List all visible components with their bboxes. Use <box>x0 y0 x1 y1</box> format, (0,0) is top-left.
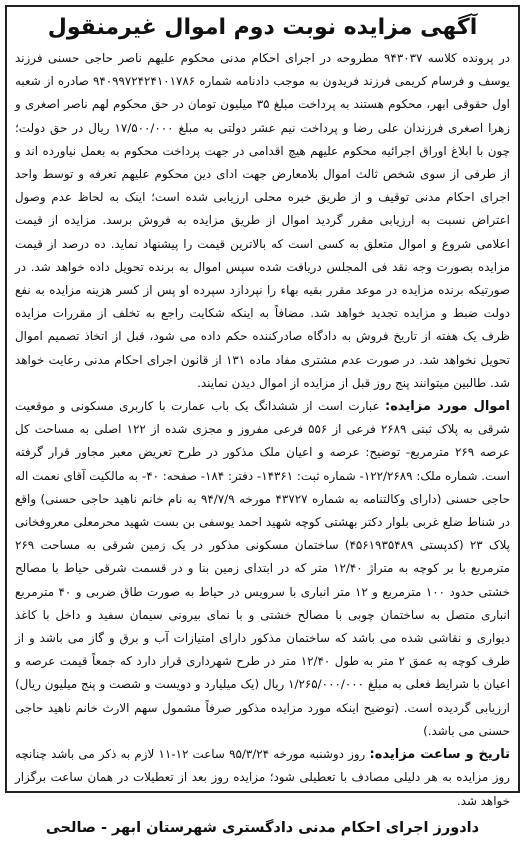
property-description: عبارت است از ششدانگ یک باب عمارت با کاربری مسکونی و موقعیت شرقی به پلاک ثبتی ۲۶۸۹ فرعی از ۵۵۶ فرعی مفروز و مجزی شده از ۱۲۲ اصلی به مساحت کل عرصه ۲۶۹ مترمربع- توضیح: عرصه و اعیان ملک مذکور در طرح تعریض معبر مجاور قرار گرفته است. شماره ملک: ۱۲۲/۲۶۸۹- شماره ثبت: ۱۴۳۶۱- دفتر: ۱۸۴- صفحه: ۴۰- به مالکیت آقای نعمت اله حاجی حسنی (دارای وکالتنامه به شماره ۴۳۷۲۷ مورخه ۹۴/۷/۹ به نام خانم ناهید حاجی حسنی) واقع در شناط ضلع غربی بلوار دکتر بهشتی کوچه شهید احمد یوسفی بن بست شهید محرمعلی معروفخانی پلاک ۲۳ (کدپستی ۴۵۶۱۹۳۵۴۸۹) ساختمان مسکونی مذکور در یک زمین شرقی به مساحت ۲۶۹ مترمربع با بر کوچه به متراژ ۱۲/۴۰ متر که در ابتدای زمین بنا و در قسمت شرقی حیاط با مصالح خشتی حدود ۱۰۰ مترمربع و ۱۲ متر انباری با سرویس در حیاط به صورت طاق ضربی و ۴۰ مترمربع انباری متصل به ساختمان چوبی با مصالح خشتی و با نمای بیرونی سیمان سفید و داخل با کاغذ دیواری و نقاشی شده می باشد که ساختمان مذکور دارای امتیازات آب و برق و گاز می باشد و از طرف کوچه به عمق ۲ متر به طول ۱۲/۴۰ متر در طرح شهرداری قرار دارد که جمعاً قیمت عرصه و اعیان با شرایط فعلی به مبلغ ۱/۲۶۵/۰۰۰/۰۰۰ ریال (یک میلیارد و دویست و شصت و پنج میلیون ریال) ارزیابی گردیده است. (توضیح اینکه مورد مزایده مذکور صرفاً مشمول سهم الارث خانم ناهید حاجی حسنی می باشد.) <box>15 399 511 738</box>
property-heading: اموال مورد مزایده: <box>385 399 510 415</box>
property-paragraph <box>15 395 510 743</box>
datetime-description: روز دوشنبه مورخه ۹۵/۳/۲۴ ساعت ۱۲-۱۱ لازم به ذکر می باشد چنانچه روز مزایده به هر دلیلی مصادف با تعطیلی شود؛ مزایده روز بعد از تعطیلات در همان ساعت برگزار خواهد شد. <box>15 747 510 808</box>
notice-intro-paragraph: در پرونده کلاسه ۹۴۳۰۳۷ مطروحه در اجرای احکام مدنی محکوم علیهم ناصر حاجی حسنی فرزند یوسف و فرسام کریمی فرزند فریدون به موجب دادنامه شماره ۹۴۰۹۹۷۲۴۲۴۱۰۱۷۸۶ صادره از شعبه اول حقوقی ابهر، محکوم هستند به پرداخت مبلغ ۳۵ میلیون تومان در حق محکوم لهم ناصر اصغری و زهرا اصغری فرزندان علی رضا و پرداخت نیم عشر دولتی به مبلغ ۱۷/۵۰۰/۰۰۰ ریال در حق دولت؛ چون با ابلاغ اوراق اجرائیه محکوم علیهم هیچ اقدامی در جهت پرداخت محکوم به بعمل نیاورده اند و از طرفی از سوی شخص ثالث اموال بلامعارض جهت ادای دین محکوم علیهم تعرفه و توسط واحد اجرای احکام مدنی توقیف و از طریق خبره محلی ارزیابی شده است؛ اینک به لحاظ عدم وصول اعتراض نسبت به ارزیابی مقرر گردید اموال از طریق مزایده به فروش برسد. مزایده از قیمت اعلامی شروع و اموال متعلق به کسی است که بالاترین قیمت را پیشنهاد نماید. ده درصد از قیمت مزایده بصورت وجه نقد فی المجلس دریافت شده سپس اموال به برنده تحویل داده خواهد شد. در صورتیکه برنده مزایده در موعد مقرر بقیه بهاء را نپردازد سپرده او پس از کسر هزینه مزایده به نفع دولت ضبط و مزایده تجدید خواهد شد. مضافاً به اینکه شکایت راجع به تخلف از مقررات مزایده ظرف یک هفته از تاریخ فروش به دادگاه صادرکننده حکم داده می شود، قبل از اتخاذ تصمیم اموال تحویل نخواهد شد. در صورت عدم مشتری مفاد ماده ۱۳۱ از قانون اجرای احکام مدنی رعایت خواهد شد. طالبین میتوانند پنج روز قبل از مزایده از اموال دیدن نمایند. <box>15 51 510 390</box>
notice-signature: دادورز اجرای احکام مدنی دادگستری شهرستان ابهر - صالحی <box>45 819 480 836</box>
datetime-paragraph <box>15 743 510 813</box>
auction-notice <box>5 5 520 836</box>
datetime-heading: تاریخ و ساعت مزایده: <box>369 747 511 763</box>
notice-title: آگهی مزایده نوبت دوم اموال غیرمنقول <box>47 15 478 40</box>
